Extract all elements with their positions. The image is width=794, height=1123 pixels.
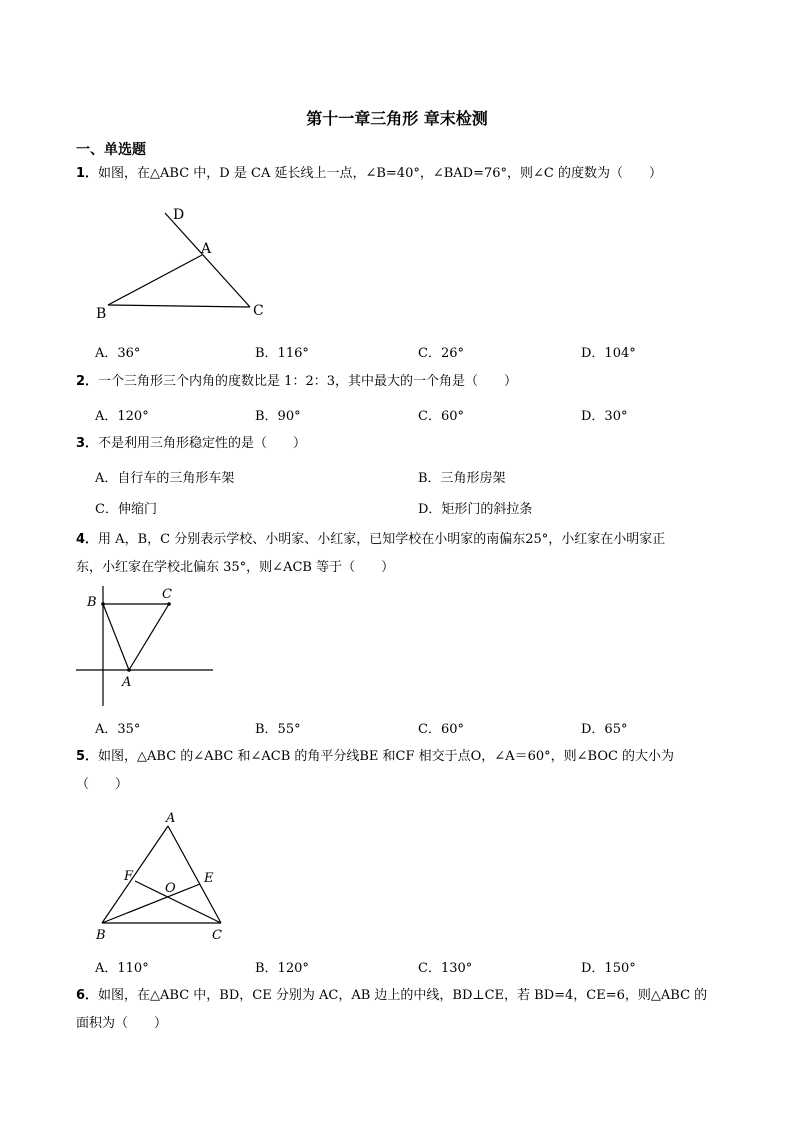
option-c[interactable]: C．26° <box>418 346 464 361</box>
question-number: 4． <box>76 532 99 547</box>
question-text-line-1: 如图，在△ABC 中，BD，CE 分别为 AC，AB 边上的中线，BD⊥CE，若 BD=4，CE=6，则△ABC 的 <box>98 988 708 1003</box>
question-number: 1． <box>76 166 99 181</box>
option-a[interactable]: A．35° <box>95 722 141 737</box>
option-d[interactable]: D．65° <box>581 722 628 737</box>
option-a[interactable]: A．120° <box>95 409 149 424</box>
option-b[interactable]: B．116° <box>255 346 309 361</box>
label-a: A <box>201 241 212 257</box>
option-d[interactable]: D．30° <box>581 409 628 424</box>
question-number: 6． <box>76 988 99 1003</box>
section-heading: 一、单选题 <box>76 142 146 158</box>
question-2 <box>76 368 738 396</box>
option-c[interactable]: C．60° <box>418 409 464 424</box>
option-c[interactable]: C．130° <box>418 961 473 976</box>
label-c: C <box>253 303 264 319</box>
options-q1 <box>95 342 715 362</box>
label-b: B <box>96 928 106 943</box>
option-a[interactable]: A．110° <box>95 961 149 976</box>
question-text-line-2: 面积为（ ） <box>76 1016 168 1031</box>
label-b: B <box>87 595 97 610</box>
option-b[interactable]: B．55° <box>255 722 301 737</box>
options-q4 <box>95 718 715 738</box>
figure-q4-triangle <box>76 586 216 708</box>
label-f: F <box>124 869 134 884</box>
option-b[interactable]: B．120° <box>255 961 309 976</box>
question-4 <box>76 526 738 582</box>
page-title: 第十一章三角形 章末检测 <box>306 109 488 128</box>
option-a[interactable]: A．36° <box>95 346 141 361</box>
question-text-line-1: 如图，△ABC 的∠ABC 和∠ACB 的角平分线BE 和CF 相交于点O，∠A＝60°，则∠BOC 的大小为 <box>98 749 675 764</box>
label-c: C <box>162 587 172 602</box>
question-number: 2． <box>76 374 99 389</box>
option-c[interactable]: C．60° <box>418 722 464 737</box>
options-q2 <box>95 405 715 425</box>
option-d[interactable]: D．150° <box>581 961 636 976</box>
option-d[interactable]: D．104° <box>581 346 636 361</box>
question-text-line-2: 东，小红家在学校北偏东 35°，则∠ACB 等于（ ） <box>76 560 395 575</box>
question-number: 5． <box>76 749 99 764</box>
label-d: D <box>173 207 185 223</box>
question-6 <box>76 982 738 1038</box>
label-b: B <box>96 306 107 322</box>
label-a: A <box>122 675 132 690</box>
figure-q1-triangle <box>90 200 280 325</box>
question-3 <box>76 430 738 458</box>
label-c: C <box>212 928 222 943</box>
question-text: 一个三角形三个内角的度数比是 1：2：3，其中最大的一个角是（ ） <box>98 374 517 389</box>
question-text: 不是利用三角形稳定性的是（ ） <box>98 436 307 451</box>
label-o: O <box>165 881 176 896</box>
figure-q5-triangle <box>88 808 238 948</box>
question-1 <box>76 160 738 188</box>
option-d[interactable]: D．矩形门的斜拉条 <box>418 502 533 517</box>
option-a[interactable]: A．自行车的三角形车架 <box>95 471 235 486</box>
option-b[interactable]: B．90° <box>255 409 301 424</box>
question-text: 如图，在△ABC 中，D 是 CA 延长线上一点，∠B=40°，∠BAD=76°，则∠C 的度数为（ ） <box>98 166 663 181</box>
option-c[interactable]: C．伸缩门 <box>95 502 157 517</box>
question-text-line-1: 用 A，B，C 分别表示学校、小明家、小红家，已知学校在小明家的南偏东25°，小红家在小明家正 <box>98 532 666 547</box>
options-q5 <box>95 957 715 977</box>
question-number: 3． <box>76 436 99 451</box>
question-text-line-2: （ ） <box>76 777 129 792</box>
option-b[interactable]: B．三角形房架 <box>418 471 506 486</box>
label-a: A <box>166 811 176 826</box>
label-e: E <box>204 871 214 886</box>
question-5 <box>76 743 738 799</box>
